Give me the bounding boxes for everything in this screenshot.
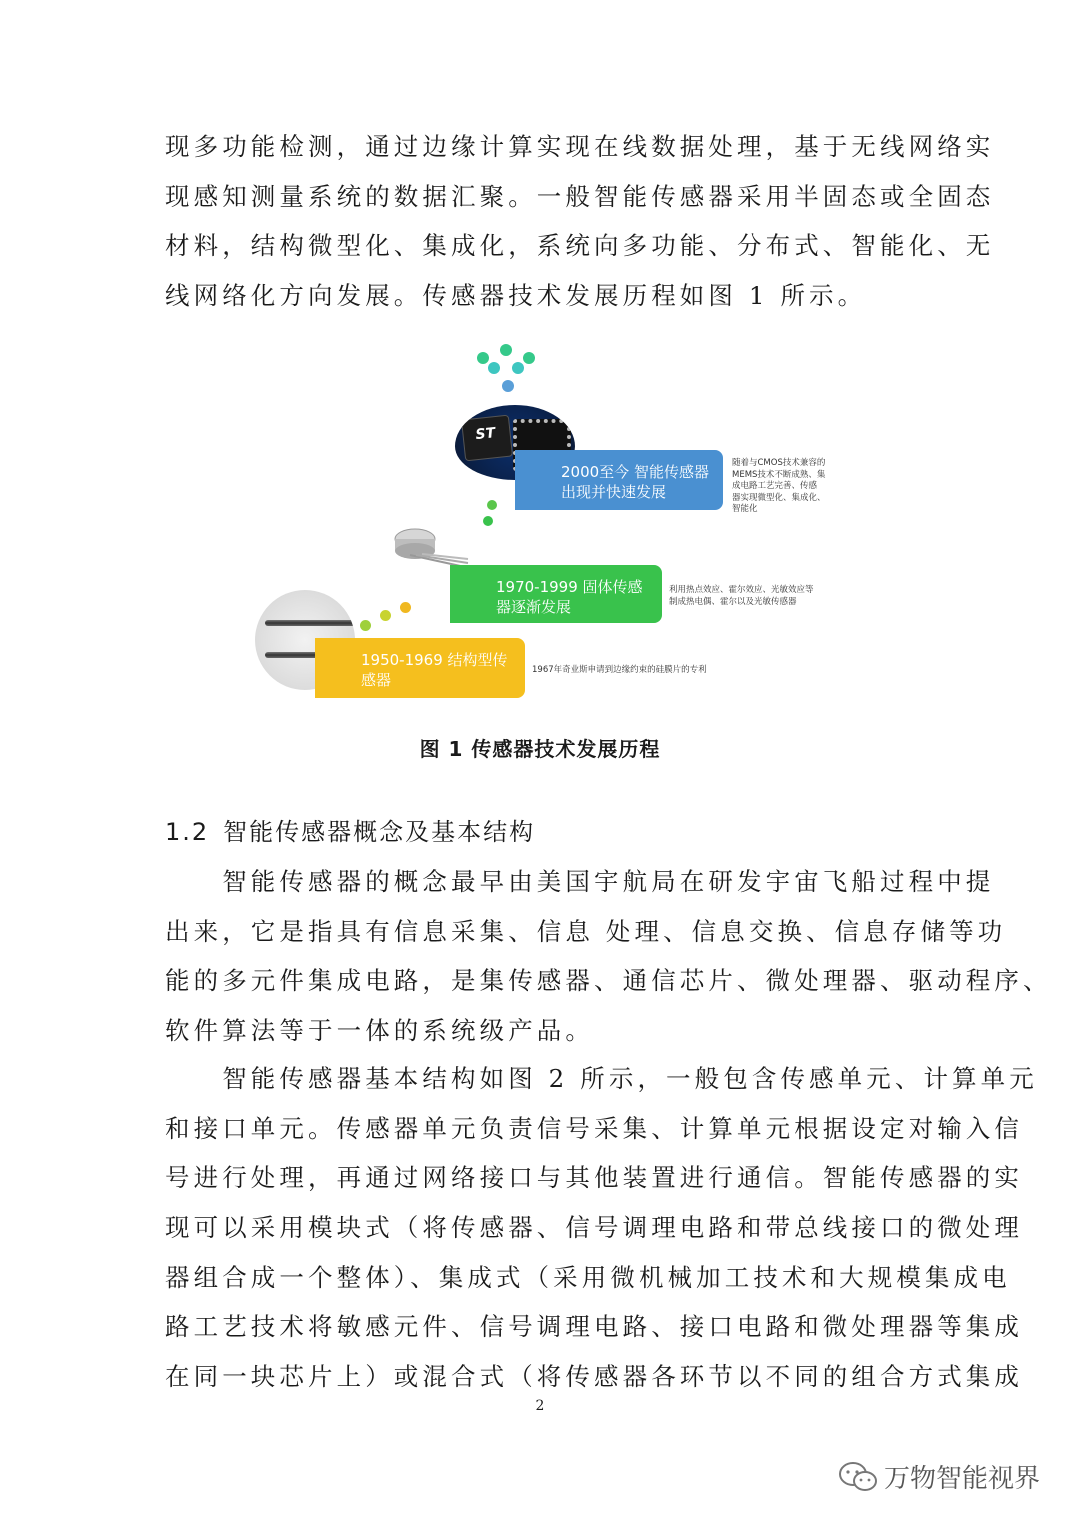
text-line: 材料，结构微型化、集成化，系统向多功能、分布式、智能化、无 bbox=[165, 231, 995, 261]
section-title: 智能传感器概念及基本结构 bbox=[223, 818, 536, 846]
concept-paragraph bbox=[165, 857, 1052, 1056]
decor-dot bbox=[523, 352, 535, 364]
sensor-history-figure bbox=[250, 340, 850, 710]
decor-dot bbox=[500, 344, 512, 356]
text-line: 软件算法等于一体的系统级产品。 bbox=[165, 1016, 594, 1046]
stage-2000-box bbox=[515, 450, 723, 510]
text-line: 现多功能检测，通过边缘计算实现在线数据处理，基于无线网络实 bbox=[165, 132, 995, 161]
stage-2000-note: 随着与CMOS技术兼容的 MEMS技术不断成熟、集 成电路工艺完善、传感 器实现微型化、集成化、 智能化 bbox=[732, 458, 826, 514]
text-line: 智能传感器的概念最早由美国宇航局在研发宇宙飞船过程中提 bbox=[165, 867, 995, 896]
intro-paragraph bbox=[165, 122, 995, 321]
text-line: 在同一块芯片上）或混合式（将传感器各环节以不同的组合方式集成 bbox=[165, 1362, 1023, 1392]
decor-dot bbox=[400, 602, 411, 613]
figure-caption: 图 1 传感器技术发展历程 bbox=[419, 737, 661, 761]
section-number: 1.2 bbox=[165, 818, 210, 846]
chip-logo: ST bbox=[474, 425, 497, 444]
text-line: 路工艺技术将敏感元件、信号调理电路、接口电路和微处理器等集成 bbox=[165, 1312, 1023, 1342]
decor-dot bbox=[512, 362, 524, 374]
decor-dot bbox=[488, 362, 500, 374]
watermark-text: 万物智能视界 bbox=[884, 1464, 1041, 1494]
structure-paragraph bbox=[165, 1054, 1038, 1402]
chip-package bbox=[461, 415, 513, 462]
text-line: 现可以采用模块式（将传感器、信号调理电路和带总线接口的微处理 bbox=[165, 1213, 1023, 1243]
stage-1950-note: 1967年奇业斯申请到边缘约束的硅膜片的专利 bbox=[532, 665, 707, 675]
stage-label: 1970-1999 固体传感器逐渐发展 bbox=[496, 578, 643, 616]
section-heading bbox=[165, 812, 535, 847]
text-line: 和接口单元。传感器单元负责信号采集、计算单元根据设定对输入信 bbox=[165, 1113, 1023, 1143]
text-line: 现感知测量系统的数据汇聚。一般智能传感器采用半固态或全固态 bbox=[165, 181, 995, 211]
probe-rod bbox=[265, 620, 355, 626]
stage-label: 2000至今 智能传感器出现并快速发展 bbox=[561, 463, 709, 501]
decor-dot bbox=[487, 500, 497, 510]
decor-dot bbox=[483, 516, 493, 526]
stage-1970-box bbox=[450, 565, 662, 623]
wechat-icon bbox=[838, 1461, 878, 1493]
watermark bbox=[838, 1458, 1040, 1495]
stage-1950-box bbox=[315, 638, 525, 698]
stage-1970-note: 利用热点效应、霍尔效应、光敏效应等 制成热电偶、霍尔以及光敏传感器 bbox=[669, 585, 814, 607]
text-line: 器组合成一个整体）、集成式（采用微机械加工技术和大规模集成电 bbox=[165, 1262, 1011, 1292]
page-number: 2 bbox=[535, 1398, 545, 1414]
decor-dot bbox=[360, 620, 371, 631]
text-line: 号进行处理，再通过网络接口与其他装置进行通信。智能传感器的实 bbox=[165, 1163, 1023, 1193]
text-line: 线网络化方向发展。传感器技术发展历程如图 1 所示。 bbox=[165, 281, 867, 311]
decor-dot bbox=[477, 352, 489, 364]
stage-label: 1950-1969 结构型传感器 bbox=[361, 651, 508, 689]
text-line: 出来，它是指具有信息采集、信息 处理、信息交换、信息存储等功 bbox=[165, 916, 1007, 946]
text-line: 智能传感器基本结构如图 2 所示，一般包含传感单元、计算单元 bbox=[165, 1064, 1038, 1093]
text-line: 能的多元件集成电路，是集传感器、通信芯片、微处理器、驱动程序、 bbox=[165, 966, 1052, 996]
decor-dot bbox=[502, 380, 514, 392]
decor-dot bbox=[380, 610, 391, 621]
